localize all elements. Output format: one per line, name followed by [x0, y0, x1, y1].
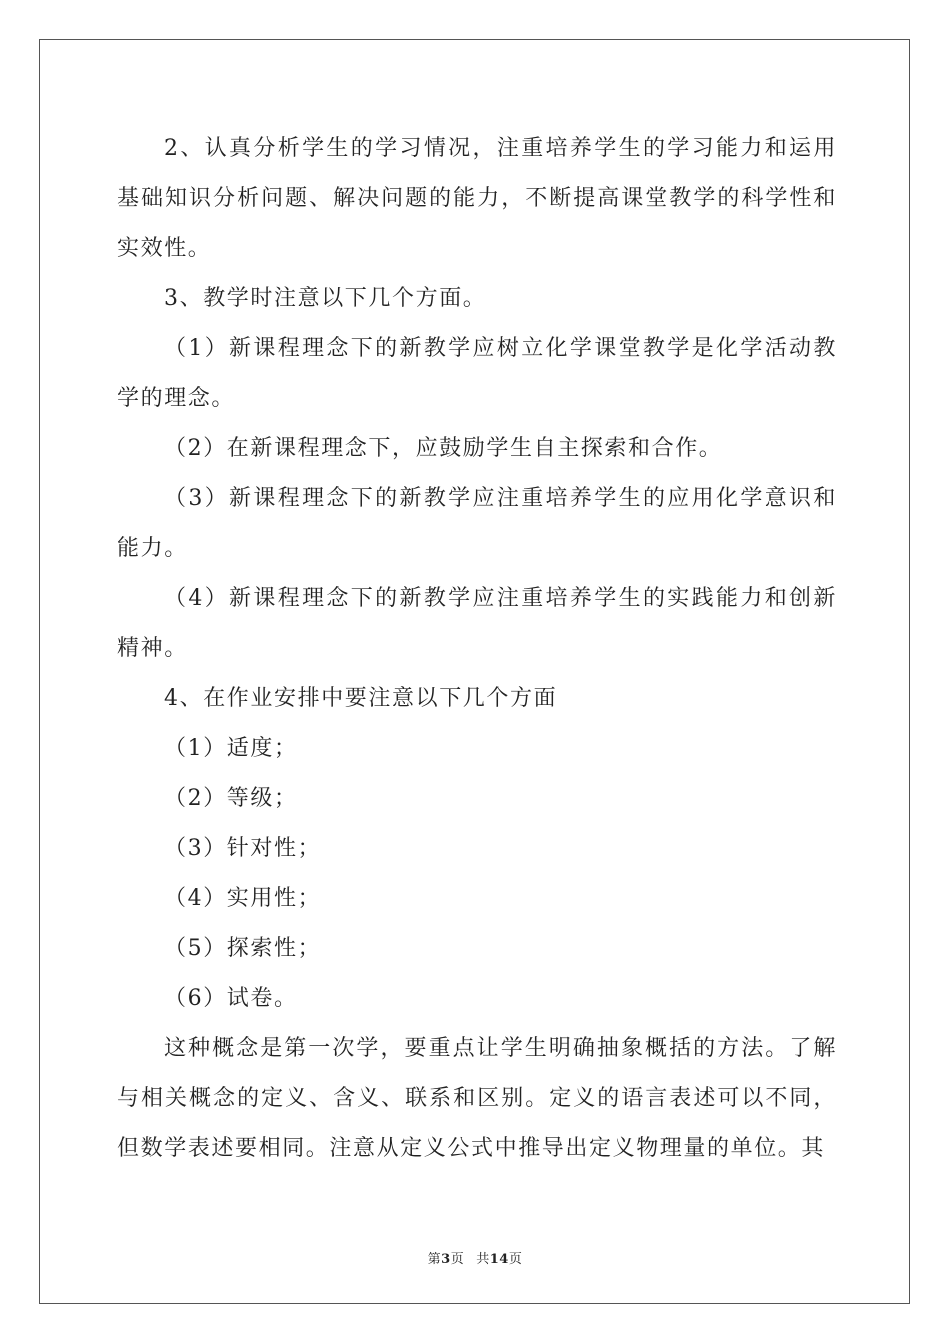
paragraph-homework-aspects: 4、在作业安排中要注意以下几个方面	[164, 686, 558, 711]
page-prefix: 第	[427, 1252, 442, 1267]
total-suffix: 页	[508, 1252, 523, 1267]
page-footer	[0, 1248, 950, 1267]
list-item: （1）适度；	[164, 736, 298, 761]
page-suffix: 页	[450, 1252, 465, 1267]
total-pages: 14	[489, 1252, 509, 1267]
list-item: （2）等级；	[164, 786, 298, 811]
list-item: （4）新课程理念下的新教学应注重培养学生的实践能力和创新精神。	[117, 586, 837, 661]
list-item: （3）新课程理念下的新教学应注重培养学生的应用化学意识和能力。	[117, 486, 837, 561]
document-body	[117, 124, 837, 1174]
total-prefix: 共	[476, 1252, 490, 1267]
list-item: （1）新课程理念下的新教学应树立化学课堂教学是化学活动教学的理念。	[117, 336, 837, 411]
paragraph-concept: 这种概念是第一次学，要重点让学生明确抽象概括的方法。了解与相关概念的定义、含义、联系和区别。定义的语言表述可以不同，但数学表述要相同。注意从定义公式中推导出定义物理量的单位。其	[117, 1036, 837, 1161]
list-item: （3）针对性；	[164, 836, 322, 861]
list-item: （6）试卷。	[164, 986, 298, 1011]
list-item: （2）在新课程理念下，应鼓励学生自主探索和合作。	[164, 436, 723, 461]
paragraph-analysis: 2、认真分析学生的学习情况，注重培养学生的学习能力和运用基础知识分析问题、解决问题的能力，不断提高课堂教学的科学性和实效性。	[117, 136, 837, 261]
list-item: （4）实用性；	[164, 886, 322, 911]
list-item: （5）探索性；	[164, 936, 322, 961]
page-number: 3	[441, 1252, 451, 1267]
paragraph-teaching-aspects: 3、教学时注意以下几个方面。	[164, 286, 487, 311]
